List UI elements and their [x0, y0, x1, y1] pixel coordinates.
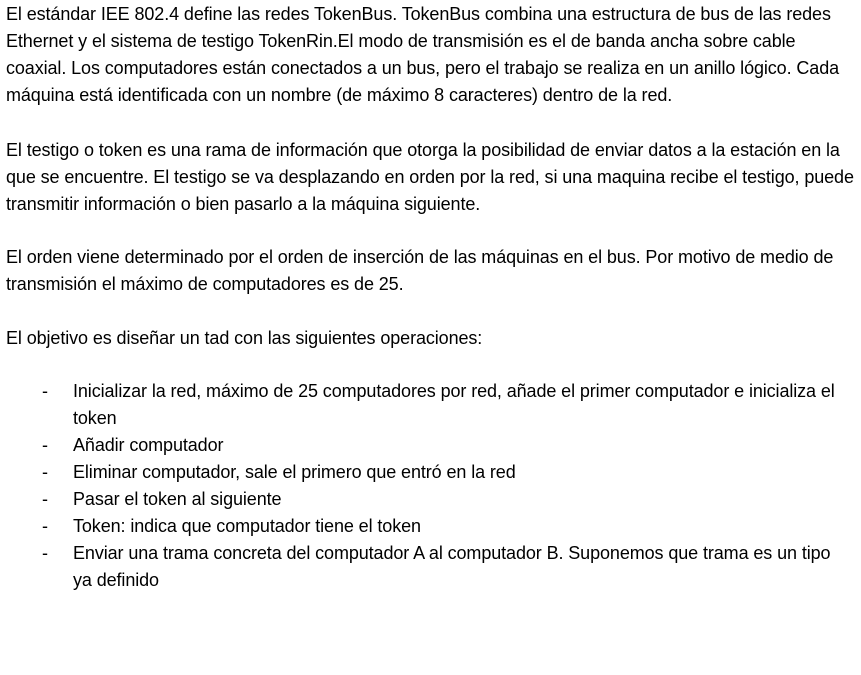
list-item-text: Enviar una trama concreta del computador A al computador B. Suponemos que trama es un tipo ya definido	[73, 543, 831, 590]
list-item	[6, 459, 854, 486]
list-item	[6, 513, 854, 540]
document-page	[6, 0, 854, 594]
paragraph-objective: El objetivo es diseñar un tad con las siguientes operaciones:	[6, 328, 483, 348]
list-item-text: Eliminar computador, sale el primero que entró en la red	[73, 462, 516, 482]
operations-list	[6, 378, 854, 594]
list-item-text: Inicializar la red, máximo de 25 computadores por red, añade el primer computador e inicializa el token	[73, 381, 835, 428]
bullet-dash: -	[42, 462, 48, 482]
list-item	[6, 540, 854, 594]
paragraph-token-description: El testigo o token es una rama de información que otorga la posibilidad de enviar datos a la estación en la que se encuentre. El testigo se va desplazando en orden por la red, si una maquina recibe el testigo, puede transmitir información o bien pasarlo a la máquina siguiente.	[6, 140, 854, 214]
bullet-dash: -	[42, 516, 48, 536]
list-item	[6, 486, 854, 513]
bullet-dash: -	[42, 435, 48, 455]
paragraph-tokenbus-intro: El estándar IEE 802.4 define las redes TokenBus. TokenBus combina una estructura de bus de las redes Ethernet y el sistema de testigo TokenRin.El modo de transmisión es el de banda ancha sobre cable coaxial. Los computadores están conectados a un bus, pero el trabajo se realiza en un anillo lógico. Cada máquina está identificada con un nombre (de máximo 8 caracteres) dentro de la red.	[6, 4, 840, 105]
bullet-dash: -	[42, 489, 48, 509]
list-item-text: Pasar el token al siguiente	[73, 489, 282, 509]
list-item	[6, 378, 854, 432]
list-item-text: Token: indica que computador tiene el token	[73, 516, 421, 536]
list-item-text: Añadir computador	[73, 435, 224, 455]
list-item	[6, 432, 854, 459]
bullet-dash: -	[42, 543, 48, 563]
bullet-dash: -	[42, 381, 48, 401]
paragraph-order-description: El orden viene determinado por el orden de inserción de las máquinas en el bus. Por motivo de medio de transmisión el máximo de computadores es de 25.	[6, 247, 834, 294]
